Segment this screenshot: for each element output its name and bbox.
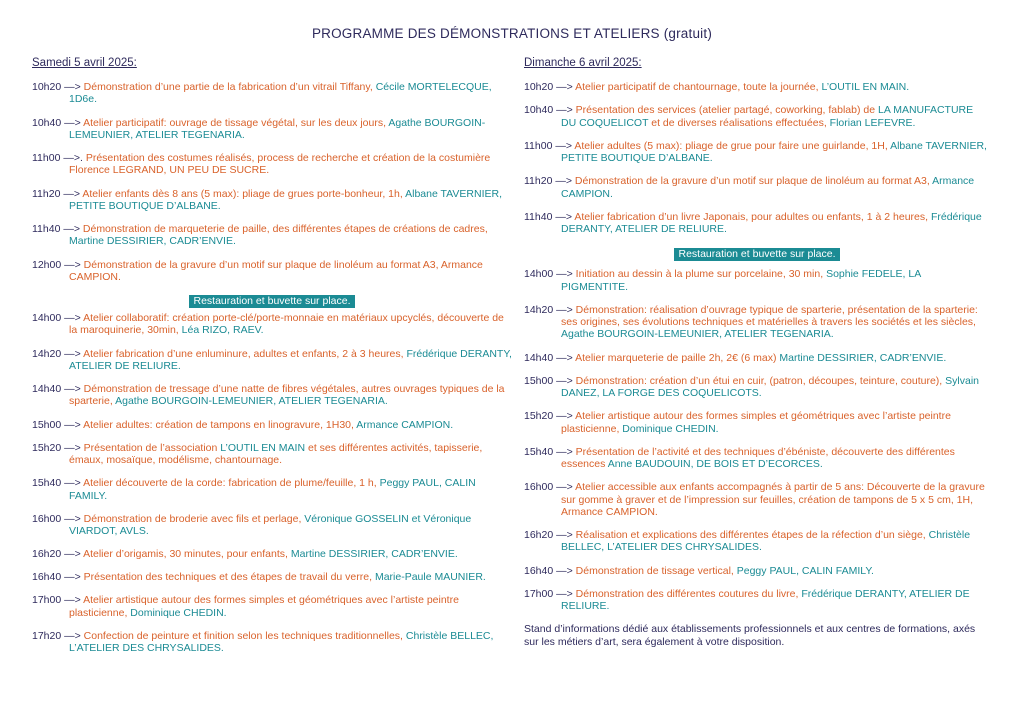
entry-description: et de diverses réalisations effectuées, bbox=[651, 116, 827, 129]
entry-description: Démonstration de la gravure d’un motif sur plaque de linoléum au format A3, Armance CAMPION. bbox=[69, 258, 483, 283]
schedule-entry bbox=[32, 117, 512, 142]
schedule-entry bbox=[32, 477, 512, 502]
schedule-entry bbox=[524, 211, 990, 236]
entry-time: 11h40 —> bbox=[32, 223, 80, 235]
entry-time: 11h00 —> bbox=[524, 139, 572, 152]
entry-presenter: Albane TAVERNIER, PETITE BOUTIQUE D’ALBANE. bbox=[561, 139, 987, 164]
entry-description: Démonstration: réalisation d’ouvrage typique de sparterie, présentation de la sparterie: ses origines, ses évolutions techniques et matérielles à travers les sociétés et les siècles, bbox=[561, 303, 978, 328]
sunday-column bbox=[524, 56, 990, 648]
entry-presenter: Martine DESSIRIER, CADR’ENVIE. bbox=[779, 351, 947, 364]
entry-description: Atelier adultes: création de tampons en linogravure, 1H30, bbox=[83, 418, 354, 431]
schedule-entry bbox=[524, 375, 990, 400]
entry-presenter: Agathe BOURGOIN-LEMEUNIER, ATELIER TEGENARIA. bbox=[561, 328, 834, 341]
schedule-entry bbox=[524, 410, 990, 435]
schedule-entry bbox=[32, 571, 512, 583]
entry-presenter: Léa RIZO, RAEV. bbox=[181, 324, 264, 337]
entry-time: 15h40 —> bbox=[524, 445, 573, 458]
entry-presenter: L’OUTIL EN MAIN. bbox=[821, 81, 910, 93]
entry-presenter: Christèle BELLEC, L’ATELIER DES CHRYSALIDES. bbox=[69, 629, 494, 655]
schedule-entry bbox=[32, 548, 512, 560]
saturday-column bbox=[32, 56, 512, 665]
schedule-entry bbox=[32, 442, 512, 467]
entry-time: 14h40 —> bbox=[32, 383, 81, 395]
entry-presenter: LA MANUFACTURE DU COQUELICOT bbox=[561, 104, 974, 129]
entry-description: Démonstration de marqueterie de paille, des différentes étapes de créations de cadres, bbox=[82, 223, 488, 235]
entry-time: 17h00 —> bbox=[32, 594, 81, 607]
entry-time: 15h40 —> bbox=[32, 477, 81, 490]
entry-presenter: Christèle BELLEC, L’ATELIER DES CHRYSALIDES. bbox=[561, 529, 971, 554]
entry-presenter: Peggy PAUL, CALIN FAMILY. bbox=[736, 564, 874, 577]
schedule-entry bbox=[524, 268, 990, 293]
entry-description: Confection de peinture et finition selon les techniques traditionnelles, bbox=[83, 629, 403, 642]
entry-time: 14h00 —> bbox=[524, 268, 573, 281]
schedule-entry bbox=[32, 348, 512, 373]
entry-description: Démonstration des différentes coutures du livre, bbox=[575, 587, 799, 600]
schedule-entry bbox=[524, 304, 990, 341]
entry-time: 11h00 —>. bbox=[32, 152, 83, 164]
entry-description: Démonstration de tressage d’une natte de fibres végétales, autres ouvrages typiques de la sparterie, bbox=[69, 383, 505, 408]
schedule-entry bbox=[32, 630, 512, 655]
entry-presenter: Dominique CHEDIN. bbox=[622, 422, 719, 435]
schedule-entry bbox=[32, 188, 512, 213]
entry-time: 16h40 —> bbox=[32, 571, 81, 584]
entry-time: 15h20 —> bbox=[32, 441, 81, 454]
sunday-schedule bbox=[524, 81, 990, 612]
entry-description: Présentation de l’association bbox=[83, 441, 218, 454]
entry-time: 10h40 —> bbox=[524, 104, 573, 117]
entry-time: 15h20 —> bbox=[524, 410, 573, 423]
schedule-entry bbox=[32, 419, 512, 431]
entry-description: Démonstration de tissage vertical, bbox=[575, 564, 734, 577]
entry-description: Présentation des services (atelier partagé, coworking, fablab) de bbox=[575, 104, 876, 117]
entry-description: Atelier participatif: ouvrage de tissage végétal, sur les deux jours, bbox=[83, 116, 387, 129]
entry-description: Présentation de l’activité et des techniques d’ébéniste, découverte des différentes essences bbox=[561, 445, 955, 470]
entry-description: et ses différentes activités, tapisserie, émaux, mosaïque, modélisme, chantournage. bbox=[69, 441, 483, 466]
entry-description: Atelier adultes (5 max): pliage de grue pour faire une guirlande, 1H, bbox=[574, 139, 888, 152]
entry-description: Atelier collaboratif: création porte-clé/porte-monnaie en matériaux upcyclés, découverte de la maroquinerie, 30min, bbox=[69, 312, 504, 337]
entry-presenter: Florian LEFEVRE. bbox=[829, 116, 916, 129]
entry-time: 14h20 —> bbox=[524, 303, 573, 316]
schedule-entry bbox=[524, 175, 990, 200]
schedule-entry bbox=[32, 312, 512, 337]
schedule-entry bbox=[524, 446, 990, 471]
entry-presenter: Marie-Paule MAUNIER. bbox=[374, 571, 486, 584]
info-stand-note: Stand d’informations dédié aux établissements professionnels et aux centres de formations, axés sur les métiers d’art, sera également à votre disposition. bbox=[524, 623, 976, 648]
schedule-entry bbox=[524, 481, 990, 518]
catering-banner-row bbox=[32, 291, 512, 305]
entry-time: 16h20 —> bbox=[524, 529, 573, 541]
entry-description: Atelier fabrication d’une enluminure, adultes et enfants, 2 à 3 heures, bbox=[83, 347, 404, 360]
schedule-entry bbox=[32, 259, 512, 284]
entry-description: Atelier accessible aux enfants accompagnés à partir de 5 ans: Découverte de la gravure sur gomme à graver et de l’impression sur feuilles, création de tampons de 5 x 5 cm, 1H, Armance CAMPION. bbox=[561, 481, 985, 518]
entry-time: 16h00 —> bbox=[32, 512, 81, 525]
schedule-entry bbox=[32, 594, 512, 619]
entry-presenter: Armance CAMPION. bbox=[561, 175, 975, 200]
entry-description: Démonstration de la gravure d’un motif sur plaque de linoléum au format A3, bbox=[574, 175, 930, 188]
entry-time: 11h40 —> bbox=[524, 210, 572, 223]
schedule-entry bbox=[524, 140, 990, 165]
entry-time: 10h40 —> bbox=[32, 116, 81, 129]
catering-banner-row bbox=[524, 244, 990, 261]
entry-time: 16h00 —> bbox=[524, 481, 573, 494]
entry-presenter: Véronique GOSSELIN et Véronique VIARDOT, AVLS. bbox=[69, 512, 472, 537]
saturday-schedule bbox=[32, 81, 512, 655]
entry-description: Démonstration de broderie avec fils et perlage, bbox=[83, 512, 302, 525]
schedule-entry bbox=[524, 81, 990, 93]
entry-description: Démonstration d’une partie de la fabrication d’un vitrail Tiffany, bbox=[83, 81, 373, 93]
entry-time: 14h00 —> bbox=[32, 312, 81, 324]
schedule-entry bbox=[32, 513, 512, 538]
entry-presenter: Frédérique DERANTY, ATELIER DE RELIURE. bbox=[561, 587, 970, 612]
entry-description: Atelier participatif de chantournage, toute la journée, bbox=[575, 81, 819, 93]
schedule-entry bbox=[32, 223, 512, 248]
entry-presenter: Albane TAVERNIER, PETITE BOUTIQUE D’ALBANE. bbox=[69, 187, 502, 212]
schedule-entry bbox=[524, 104, 990, 129]
entry-description: Présentation des costumes réalisés, process de recherche et création de la costumière Florence LEGRAND, UN PEU DE SUCRE. bbox=[69, 152, 491, 177]
entry-description: Atelier artistique autour des formes simples et géométriques avec l’artiste peintre plasticienne, bbox=[69, 594, 459, 619]
entry-time: 17h20 —> bbox=[32, 629, 81, 642]
schedule-entry bbox=[32, 383, 512, 408]
entry-description: Atelier marqueterie de paille 2h, 2€ (6 max) bbox=[575, 351, 777, 364]
schedule-entry bbox=[524, 529, 990, 554]
entry-presenter: Agathe BOURGOIN-LEMEUNIER, ATELIER TEGENARIA. bbox=[69, 116, 486, 141]
entry-time: 15h00 —> bbox=[524, 374, 573, 387]
entry-description: Atelier fabrication d’un livre Japonais, pour adultes ou enfants, 1 à 2 heures, bbox=[574, 210, 929, 223]
schedule-entry bbox=[524, 565, 990, 577]
entry-time: 16h40 —> bbox=[524, 564, 573, 577]
page-title: PROGRAMME DES DÉMONSTRATIONS ET ATELIERS (gratuit) bbox=[311, 26, 713, 41]
entry-presenter: Peggy PAUL, CALIN FAMILY. bbox=[69, 477, 476, 502]
entry-description: Démonstration: création d’un étui en cuir, (patron, découpes, teinture, couture), bbox=[575, 374, 943, 387]
saturday-heading: Samedi 5 avril 2025: bbox=[32, 57, 137, 69]
entry-presenter: Anne BAUDOUIN, DE BOIS ET D’ECORCES. bbox=[607, 458, 823, 470]
entry-time: 14h40 —> bbox=[524, 351, 573, 364]
entry-time: 11h20 —> bbox=[32, 187, 80, 200]
schedule-entry bbox=[524, 352, 990, 364]
entry-description: Atelier découverte de la corde: fabrication de plume/feuille, 1 h, bbox=[83, 477, 377, 490]
entry-presenter: Sophie FEDELE, LA PIGMENTITE. bbox=[561, 268, 921, 293]
entry-time: 12h00 —> bbox=[32, 258, 81, 271]
entry-time: 16h20 —> bbox=[32, 548, 81, 561]
entry-time: 11h20 —> bbox=[524, 175, 572, 188]
entry-presenter: L’OUTIL EN MAIN bbox=[220, 441, 306, 454]
entry-presenter: Frédérique DERANTY, ATELIER DE RELIURE. bbox=[561, 210, 982, 235]
entry-time: 14h20 —> bbox=[32, 347, 81, 360]
catering-banner: Restauration et buvette sur place. bbox=[674, 248, 839, 261]
entry-description: Atelier artistique autour des formes simples et géométriques avec l’artiste peintre plasticienne, bbox=[561, 410, 951, 435]
entry-description: Présentation des techniques et des étapes de travail du verre, bbox=[83, 571, 373, 584]
entry-presenter: Dominique CHEDIN. bbox=[130, 606, 227, 619]
entry-time: 17h00 —> bbox=[524, 587, 573, 600]
schedule-entry bbox=[524, 588, 990, 613]
schedule-entry bbox=[32, 81, 512, 106]
entry-time: 15h00 —> bbox=[32, 418, 81, 431]
entry-presenter: Cécile MORTELECQUE, 1D6e. bbox=[69, 81, 492, 106]
entry-description: Initiation au dessin à la plume sur porcelaine, 30 min, bbox=[575, 268, 824, 281]
entry-presenter: Agathe BOURGOIN-LEMEUNIER, ATELIER TEGENARIA. bbox=[115, 395, 388, 408]
entry-description: Atelier d’origamis, 30 minutes, pour enfants, bbox=[83, 548, 288, 561]
entry-time: 10h20 —> bbox=[524, 81, 573, 93]
entry-description: Atelier enfants dès 8 ans (5 max): pliage de grues porte-bonheur, 1h, bbox=[82, 187, 403, 200]
sunday-heading: Dimanche 6 avril 2025: bbox=[524, 57, 642, 69]
entry-presenter: Martine DESSIRIER, CADR’ENVIE. bbox=[290, 548, 458, 561]
entry-time: 10h20 —> bbox=[32, 81, 81, 93]
entry-presenter: Sylvain DANEZ, LA FORGE DES COQUELICOTS. bbox=[561, 374, 979, 399]
schedule-entry bbox=[32, 152, 512, 177]
entry-description: Réalisation et explications des différentes étapes de la réfection d’un siège, bbox=[575, 529, 926, 541]
entry-presenter: Frédérique DERANTY, ATELIER DE RELIURE. bbox=[69, 347, 512, 372]
catering-banner: Restauration et buvette sur place. bbox=[189, 295, 354, 308]
entry-presenter: Martine DESSIRIER, CADR’ENVIE. bbox=[69, 235, 236, 248]
entry-presenter: Armance CAMPION. bbox=[356, 418, 454, 431]
